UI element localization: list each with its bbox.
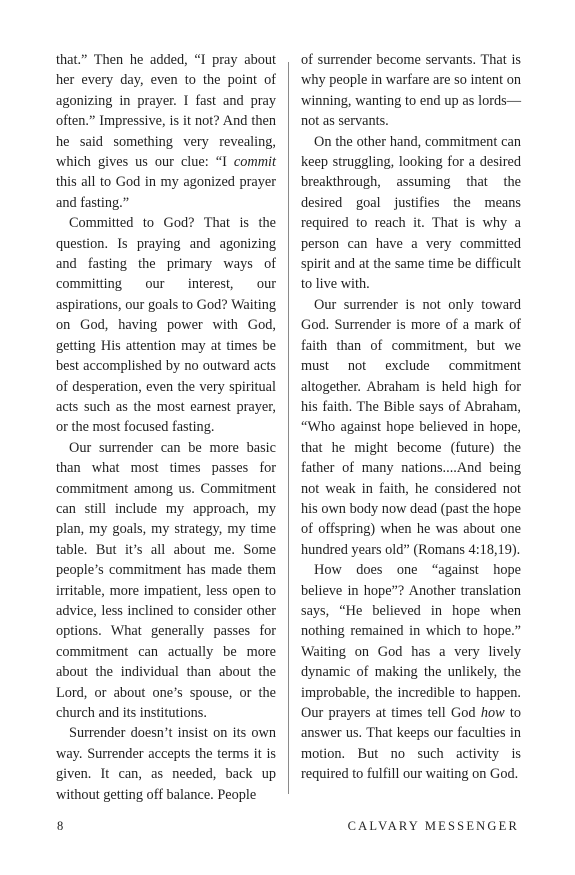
paragraph-text: How does one “against hope believe in hope”? Another translation says, “He believed in hope when nothing remained in which to hope.” Waiting on God has a very lively dynamic of making the unlikely, the improbable, the incredible to happen. Our prayers at times tell God xyxy=(301,562,521,721)
right-column xyxy=(301,50,521,785)
running-title: CALVARY MESSENGER xyxy=(347,819,519,833)
paragraph: Committed to God? That is the question. Is praying and agonizing and fasting the primary ways of committing our interest, our aspirations, our goals to God? Waiting on God, having power with God, getting His attention may at times be best accomplished by no outward acts of desperation, even the very spiritual acts such as the most earnest prayer, or the most focused fasting. xyxy=(56,215,276,436)
paragraph xyxy=(301,560,521,784)
paragraph: Surrender doesn’t insist on its own way. Surrender accepts the terms it is given. It can, as needed, back up without getting off balance. People xyxy=(56,725,276,803)
paragraph: Our surrender can be more basic than what most times passes for commitment among us. Commitment can still include my approach, my plan, my goals, my strategy, my time table. But it’s all about me. Some people’s commitment has made them irritable, more impatient, less open to advice, less inclined to consider other options. What generally passes for commitment can actually be more about the individual than about the Lord, or about one’s spouse, or the church and its institutions. xyxy=(56,439,276,721)
paragraph: of surrender become servants. That is why people in warfare are so intent on winning, wanting to end up as lords—not as servants. xyxy=(301,52,521,130)
paragraph xyxy=(56,50,276,213)
left-column xyxy=(56,50,276,805)
paragraph-text: to answer us. That keeps our faculties in motion. But no such activity is required to fulfill our waiting on God. xyxy=(301,705,521,783)
paragraph-text: that.” Then he added, “I pray about her every day, even to the point of agonizing in prayer. I fast and pray often.” Impressive, is it not? And then he said something very revealing, which gives us our clue: “I xyxy=(56,52,276,171)
paragraph: On the other hand, commitment can keep struggling, looking for a desired breakthrough, assuming that the desired goal justifies the means required to reach it. That is why a person can have a very committed spirit and at the same time be difficult to live with. xyxy=(301,133,521,293)
emphasized-word: how xyxy=(480,705,505,721)
page-number: 8 xyxy=(57,819,64,833)
column-divider xyxy=(288,62,289,794)
emphasized-word: commit xyxy=(233,154,276,171)
paragraph: Our surrender is not only toward God. Surrender is more of a mark of faith than of commitment, but we must not exclude commitment altogether. Abraham is held high for his faith. The Bible says of Abraham, “Who against hope believed in hope, that he might become (future) the father of many nations....And being not weak in faith, he considered not his own body now dead (past the hope of offspring) when he was about one hundred years old” (Romans 4:18,19). xyxy=(301,296,521,558)
paragraph-text: this all to God in my agonized prayer and fasting.” xyxy=(56,174,276,211)
